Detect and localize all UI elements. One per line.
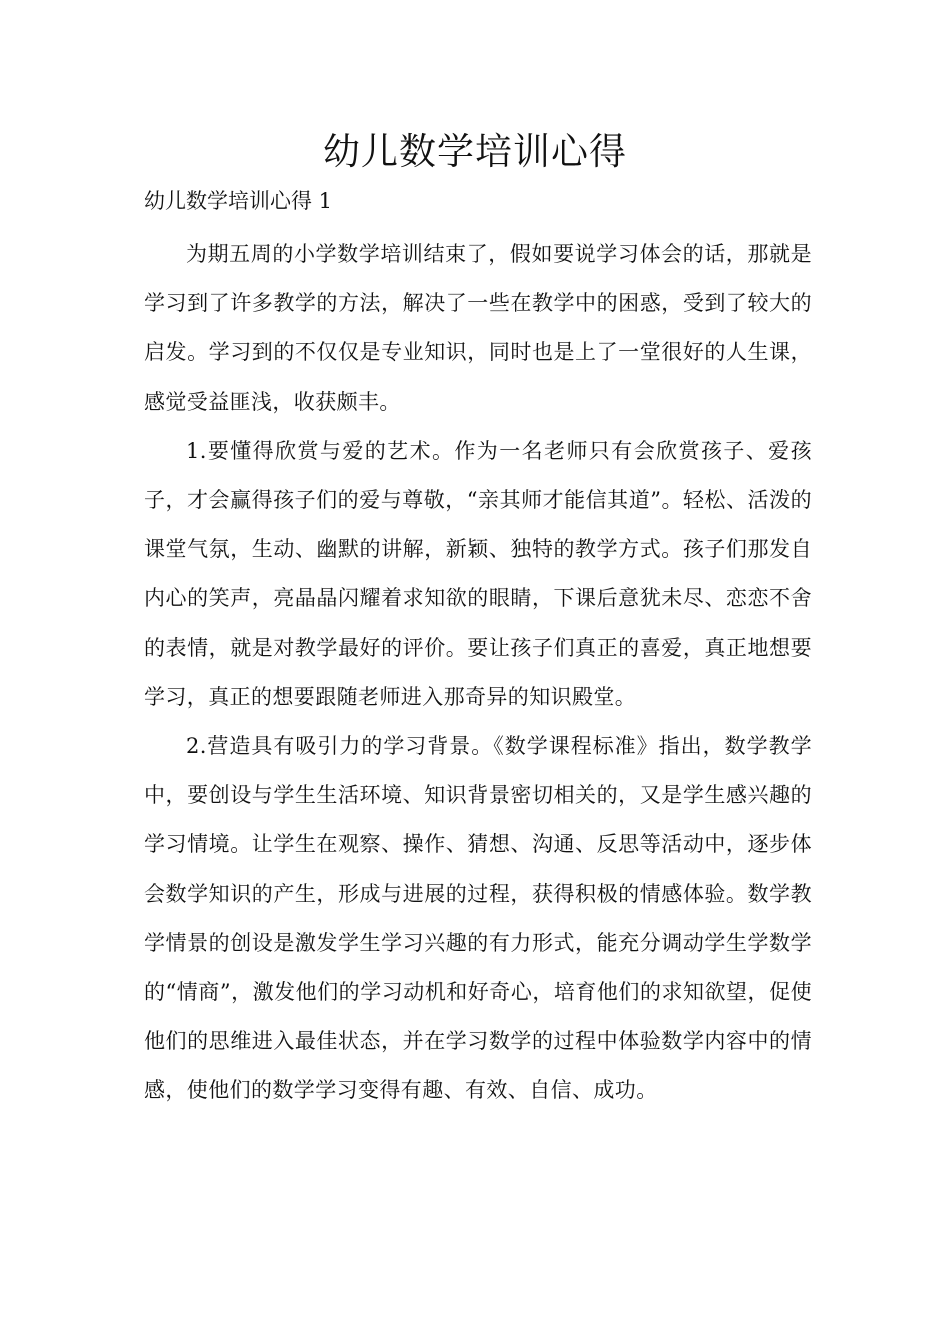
document-body [144,230,812,1116]
paragraph-intro: 为期五周的小学数学培训结束了，假如要说学习体会的话，那就是学习到了许多教学的方法，解决了一些在教学中的困惑，受到了较大的启发。学习到的不仅仅是专业知识，同时也是上了一堂很好的人生课，感觉受益匪浅，收获颇丰。 [144,242,812,414]
section-subtitle: 幼儿数学培训心得 1 [144,189,333,213]
document-title: 幼儿数学培训心得 [323,130,627,173]
paragraph-point-2: 2.营造具有吸引力的学习背景。《数学课程标准》指出，数学教学中，要创设与学生生活环境、知识背景密切相关的，又是学生感兴趣的学习情境。让学生在观察、操作、猜想、沟通、反思等活动中，逐步体会数学知识的产生，形成与进展的过程，获得积极的情感体验。数学教学情景的创设是激发学生学习兴趣的有力形式，能充分调动学生学数学的“情商”，激发他们的学习动机和好奇心，培育他们的求知欲望，促使他们的思维进入最佳状态，并在学习数学的过程中体验数学内容中的情感，使他们的数学学习变得有趣、有效、自信、成功。 [144,734,812,1103]
paragraph-point-1: 1.要懂得欣赏与爱的艺术。作为一名老师只有会欣赏孩子、爱孩子，才会赢得孩子们的爱与尊敬，“亲其师才能信其道”。轻松、活泼的课堂气氛，生动、幽默的讲解，新颖、独特的教学方式。孩子们那发自内心的笑声，亮晶晶闪耀着求知欲的眼睛，下课后意犹未尽、恋恋不舍的表情，就是对教学最好的评价。要让孩子们真正的喜爱，真正地想要学习，真正的想要跟随老师进入那奇异的知识殿堂。 [144,438,812,709]
